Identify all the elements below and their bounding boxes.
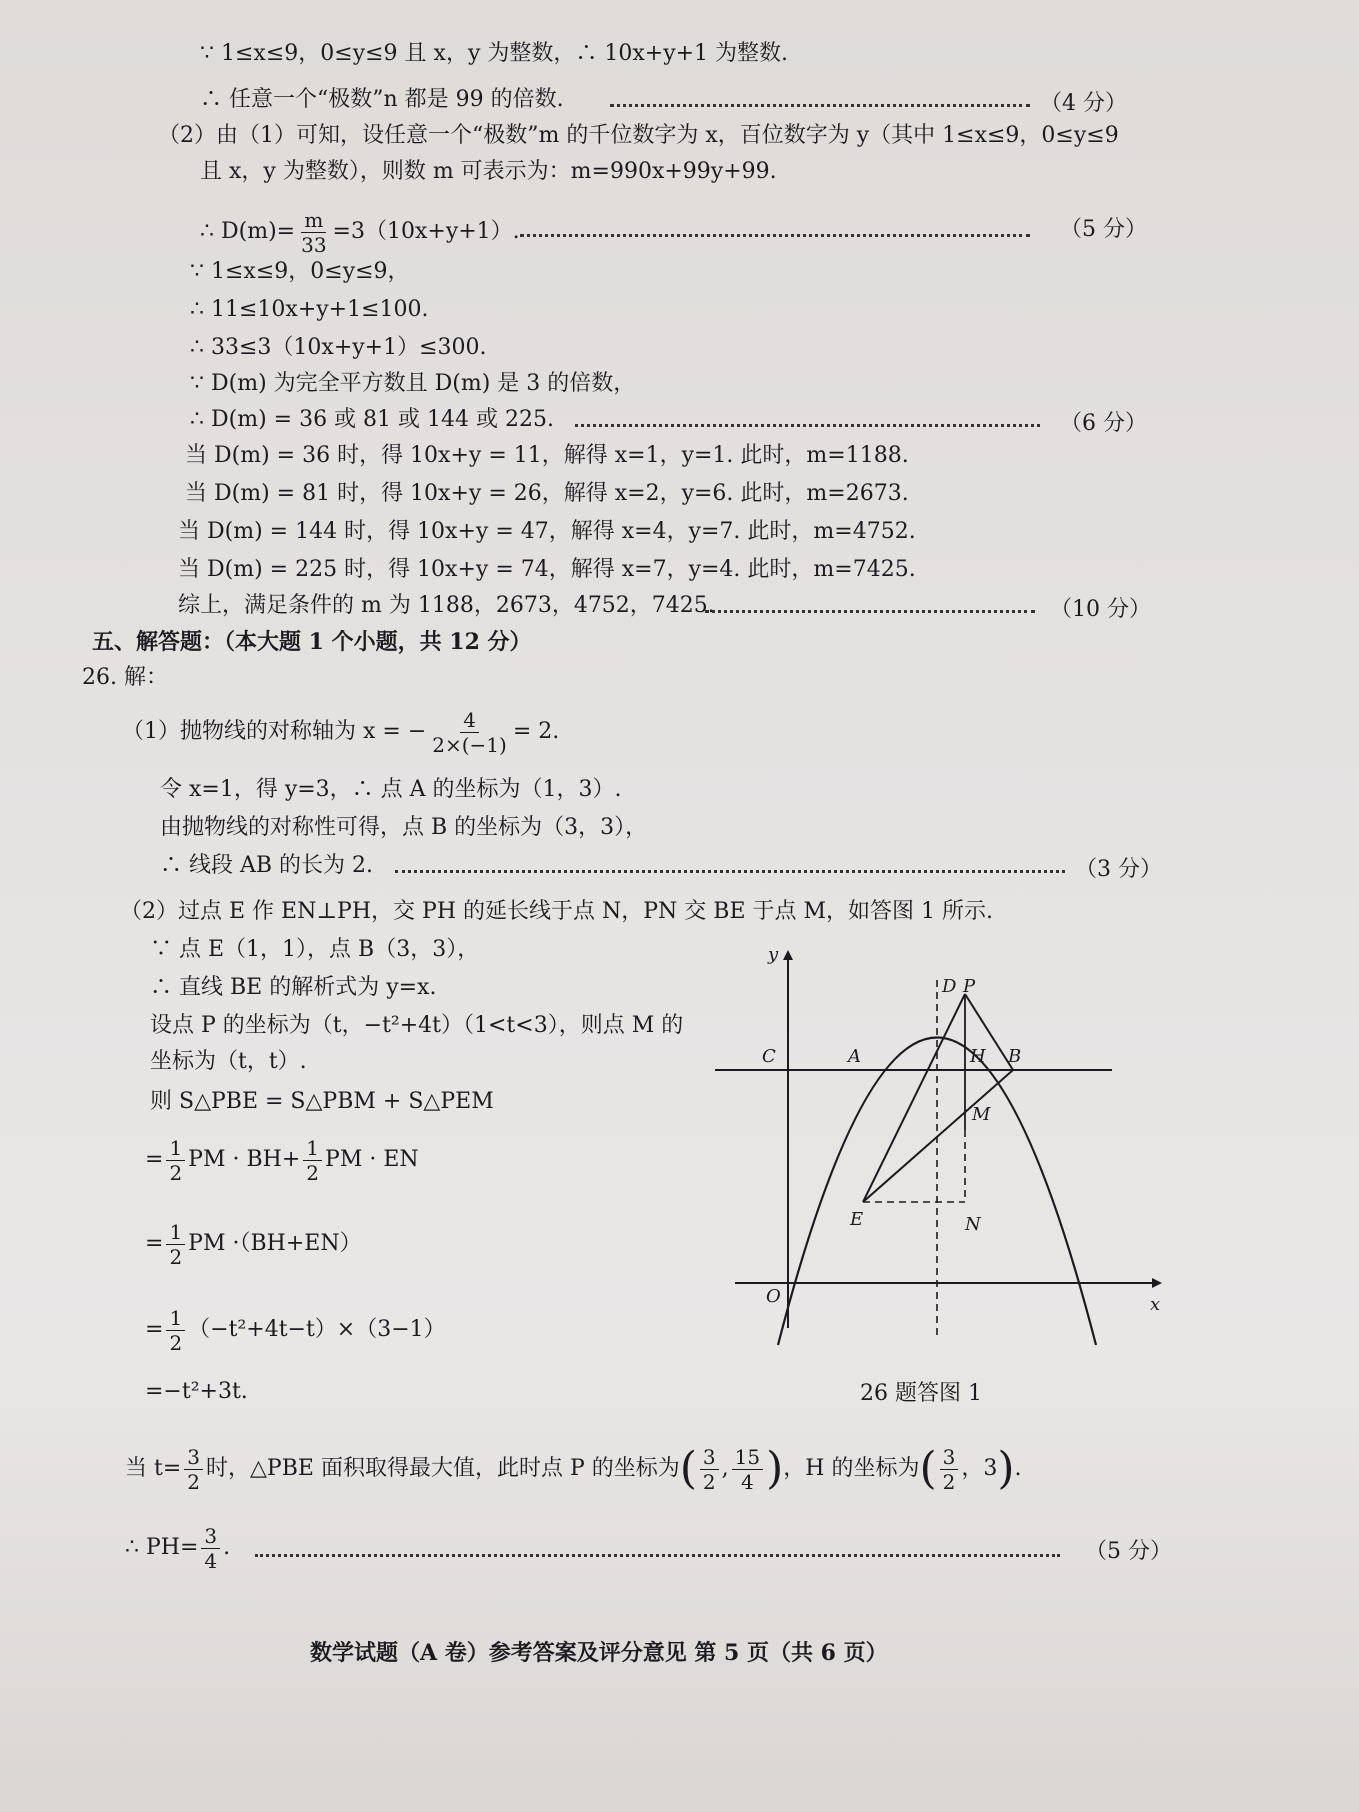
text: （1）抛物线的对称轴为 x = − (122, 719, 427, 744)
leader-dots (395, 870, 1065, 873)
label-b: B (1008, 1046, 1022, 1067)
fraction (166, 1220, 185, 1269)
fraction (429, 708, 510, 757)
line: 且 x，y 为整数），则数 m 可表示为：m=990x+99y+99. (200, 159, 777, 184)
line: 令 x=1，得 y=3，∴ 点 A 的坐标为（1，3）. (160, 777, 622, 802)
line (145, 1300, 446, 1360)
fraction (201, 1524, 220, 1573)
line: ∵ D(m) 为完全平方数且 D(m) 是 3 的倍数， (190, 371, 636, 396)
line (200, 204, 520, 260)
question-number: 26. 解： (82, 665, 168, 690)
line: 则 S△PBE = S△PBM + S△PEM (150, 1089, 494, 1114)
denominator: 2 (187, 1469, 201, 1494)
line: ∵ 1≤x≤9，0≤y≤9 且 x，y 为整数，∴ 10x+y+1 为整数. (200, 41, 789, 66)
line: 设点 P 的坐标为（t，−t²+4t）（1<t<3），则点 M 的 (150, 1013, 684, 1038)
line: ∴ 33≤3（10x+y+1）≤300. (190, 335, 487, 360)
text: = (145, 1317, 164, 1342)
label-p: P (963, 976, 976, 997)
text: 时，△PBE 面积取得最大值，此时点 P 的坐标为 (206, 1456, 680, 1481)
parabola-figure (700, 940, 1180, 1360)
leader-dots (575, 424, 1040, 427)
denominator: 2 (942, 1469, 956, 1494)
fraction (940, 1445, 959, 1494)
fraction (732, 1445, 763, 1494)
paren-open: ( (679, 1443, 697, 1494)
page-footer: 数学试题（A 卷）参考答案及评分意见 第 5 页（共 6 页） (310, 1640, 888, 1666)
text: ，3 (961, 1456, 998, 1481)
text: = 2. (512, 719, 560, 744)
line: （2）过点 E 作 EN⊥PH，交 PH 的延长线于点 N，PN 交 BE 于点 M，如答图 1 所示. (120, 899, 993, 924)
score: （4 分） (1040, 91, 1127, 116)
label-o: O (766, 1286, 781, 1307)
line: 当 D(m) = 144 时，得 10x+y = 47，解得 x=4，y=7. 此时，m=4752. (178, 519, 916, 544)
line: ∴ 线段 AB 的长为 2. (160, 853, 374, 878)
numerator: 4 (460, 708, 479, 733)
fraction (166, 1136, 185, 1185)
label-x: x (1150, 1294, 1161, 1315)
numerator: 15 (732, 1445, 763, 1470)
line: 综上，满足条件的 m 为 1188，2673，4752，7425. (178, 593, 715, 618)
section-heading: 五、解答题：（本大题 1 个小题，共 12 分） (92, 629, 532, 655)
line: ∴ 直线 BE 的解析式为 y=x. (150, 975, 437, 1000)
text: （−t²+4t−t）×（3−1） (188, 1317, 446, 1342)
text: 当 t= (125, 1456, 182, 1481)
fraction (166, 1306, 185, 1355)
segment-eb (863, 1070, 1013, 1202)
line: ∴ 11≤10x+y+1≤100. (190, 297, 429, 322)
leader-dots (705, 610, 1035, 613)
line: ∵ 点 E（1，1），点 B（3，3）， (150, 937, 480, 962)
paren-close: ) (997, 1443, 1015, 1494)
numerator: 1 (303, 1136, 322, 1161)
label-e: E (850, 1209, 864, 1230)
leader-dots (255, 1554, 1060, 1557)
line: 当 t= $\frac{3}{2}$ 时，△PBE 面积取得最大值，此时点 P 的坐标为( $\frac{3}{2}$ , $\frac{15}{4}$ )，H 的坐标为( $\frac{3}{2}$ ，3). (125, 1443, 1022, 1494)
score: （5 分） (1085, 1539, 1172, 1564)
line (145, 1130, 419, 1190)
numerator: 3 (700, 1445, 719, 1470)
line: 当 D(m) = 225 时，得 10x+y = 74，解得 x=7，y=4. 此时，m=7425. (178, 557, 916, 582)
denominator: 33 (301, 232, 327, 257)
text: ，H 的坐标为 (783, 1456, 920, 1481)
paren-close: ) (766, 1443, 784, 1494)
numerator: 3 (184, 1445, 203, 1470)
score: （10 分） (1050, 597, 1151, 622)
label-m: M (972, 1104, 991, 1125)
paren-open: ( (919, 1443, 937, 1494)
label-c: C (762, 1046, 776, 1067)
line: =−t²+3t. (145, 1379, 248, 1404)
fraction (700, 1445, 719, 1494)
denominator: 4 (741, 1469, 754, 1494)
fraction (298, 208, 329, 257)
line: ∴ PH= $\frac{3}{4}$ . (125, 1523, 231, 1573)
label-n: N (965, 1214, 981, 1235)
x-axis-arrow (1152, 1278, 1162, 1288)
line: ∴ D(m) = 36 或 81 或 144 或 225. (190, 407, 554, 432)
denominator: 2 (306, 1160, 320, 1185)
label-h: H (970, 1046, 986, 1067)
score: （5 分） (1060, 217, 1147, 242)
numerator: 3 (201, 1524, 220, 1549)
numerator: 1 (166, 1306, 185, 1331)
line: ∵ 1≤x≤9，0≤y≤9， (190, 259, 410, 284)
numerator: 1 (166, 1136, 185, 1161)
fraction (184, 1445, 203, 1494)
text: PM ·（BH+EN） (188, 1231, 362, 1256)
text: PM · EN (325, 1147, 419, 1172)
leader-dots (520, 234, 1030, 237)
line (145, 1214, 362, 1274)
line: ∴ 任意一个“极数”n 都是 99 的倍数. (200, 87, 564, 112)
text: ∴ D(m)= (200, 219, 296, 244)
numerator: m (301, 208, 326, 233)
label-a: A (848, 1046, 861, 1067)
score: （6 分） (1060, 411, 1147, 436)
denominator: 2 (169, 1244, 183, 1269)
denominator: 4 (204, 1548, 218, 1573)
fraction (303, 1136, 322, 1185)
label-d: D (942, 976, 957, 997)
text: = (145, 1147, 164, 1172)
text: =3（10x+y+1）. (332, 219, 520, 244)
denominator: 2 (169, 1160, 183, 1185)
line: 坐标为（t，t）. (150, 1049, 307, 1074)
line: 由抛物线的对称性可得，点 B 的坐标为（3，3）， (160, 815, 648, 840)
text: ∴ PH= (125, 1535, 199, 1560)
line: 当 D(m) = 36 时，得 10x+y = 11，解得 x=1，y=1. 此时，m=1188. (185, 443, 909, 468)
label-y: y (768, 944, 779, 965)
segment-pe (863, 994, 965, 1202)
text: PM · BH+ (188, 1147, 301, 1172)
text: = (145, 1231, 164, 1256)
line: （2）由（1）可知，设任意一个“极数”m 的千位数字为 x，百位数字为 y（其中 1≤x≤9，0≤y≤9 (158, 123, 1119, 148)
numerator: 3 (940, 1445, 959, 1470)
leader-dots (610, 104, 1030, 107)
denominator: 2 (169, 1330, 183, 1355)
line: 当 D(m) = 81 时，得 10x+y = 26，解得 x=2，y=6. 此时，m=2673. (185, 481, 909, 506)
numerator: 1 (166, 1220, 185, 1245)
denominator: 2 (702, 1469, 716, 1494)
score: （3 分） (1075, 857, 1162, 882)
figure-caption: 26 题答图 1 (860, 1381, 982, 1406)
denominator: 2×(−1) (432, 732, 507, 757)
line (122, 702, 559, 762)
y-axis-arrow (783, 950, 793, 960)
